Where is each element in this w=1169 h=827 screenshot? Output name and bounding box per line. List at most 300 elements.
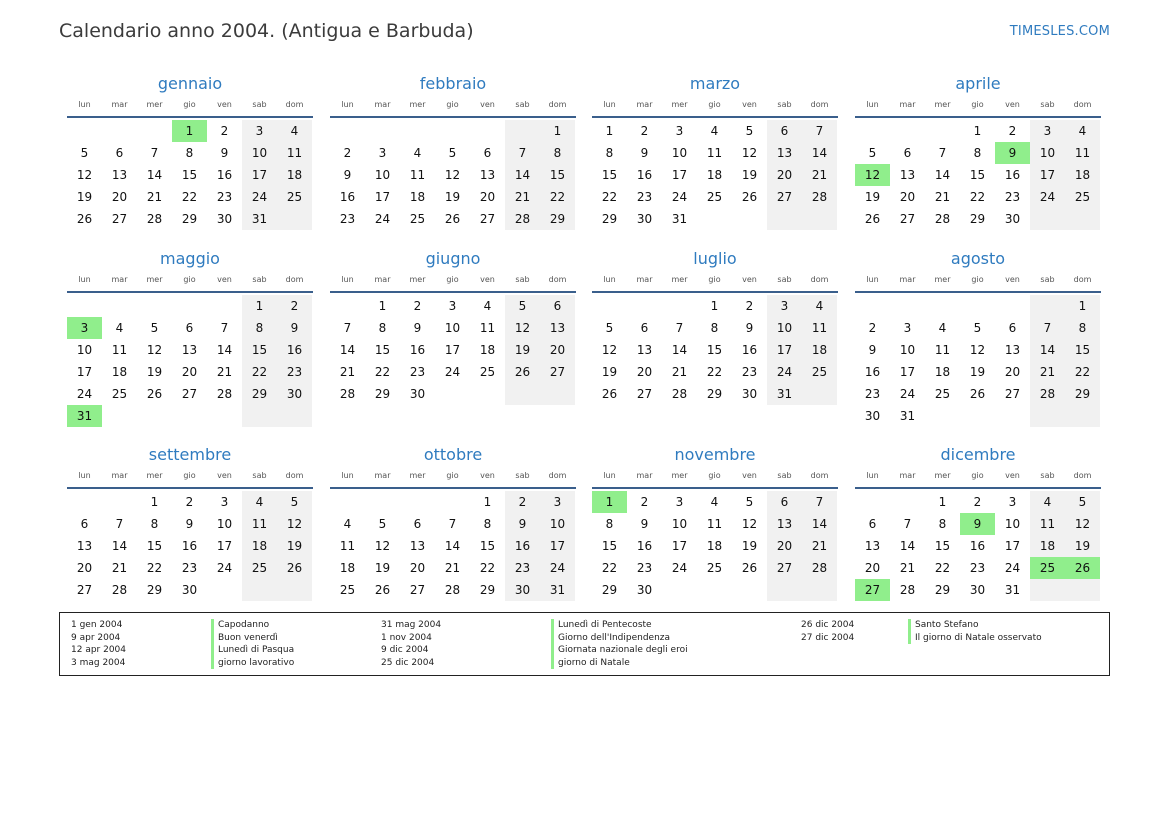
day-cell: 30 <box>216 212 233 226</box>
weekday-label: dom <box>810 100 829 109</box>
day-cell: 22 <box>601 561 618 575</box>
day-cell: 22 <box>1065 361 1100 383</box>
day-cell: 25 <box>1065 186 1100 208</box>
day-cell: 19 <box>741 539 758 553</box>
day-cell: 27 <box>111 212 128 226</box>
weekday-label: dom <box>548 471 567 480</box>
day-cell: 5 <box>973 321 982 335</box>
legend-holiday-name: Capodanno <box>218 620 270 630</box>
legend-holiday-name: Buon venerdì <box>218 632 278 643</box>
day-cell: 24 <box>1004 561 1021 575</box>
day-cell: 27 <box>767 557 802 579</box>
day-cell: 1 <box>378 299 387 313</box>
day-cell: 18 <box>111 365 128 379</box>
day-cell: 16 <box>216 168 233 182</box>
weekday-label: ven <box>742 275 757 284</box>
day-cell: 1 <box>605 124 614 138</box>
day-cell: 9 <box>868 343 877 357</box>
day-cell: 26 <box>76 212 93 226</box>
day-cell: 15 <box>146 539 163 553</box>
weekday-label: ven <box>217 275 232 284</box>
legend-date: 31 mag 2004 <box>381 620 442 630</box>
day-cell: 4 <box>242 491 277 513</box>
legend-date: 3 mag 2004 <box>71 657 126 668</box>
weekday-label: dom <box>810 471 829 480</box>
day-cell: 12 <box>374 539 391 553</box>
day-cell: 14 <box>802 513 837 535</box>
day-cell: 11 <box>934 343 951 357</box>
day-cell: 29 <box>540 208 575 230</box>
day-cell: 29 <box>181 212 198 226</box>
day-cell: 31 <box>1004 583 1021 597</box>
day-cell: 27 <box>767 186 802 208</box>
day-cell: 13 <box>540 317 575 339</box>
weekday-label: dom <box>1073 275 1092 284</box>
weekday-label: mar <box>899 471 916 480</box>
day-cell: 8 <box>150 517 159 531</box>
day-cell: 17 <box>540 535 575 557</box>
day-cell: 3 <box>1030 120 1065 142</box>
day-cell: 10 <box>1030 142 1065 164</box>
day-cell: 21 <box>216 365 233 379</box>
holiday-day-cell: 25 <box>1030 557 1065 579</box>
day-cell: 21 <box>505 186 540 208</box>
day-cell: 3 <box>767 295 802 317</box>
day-cell: 23 <box>216 190 233 204</box>
holiday-legend <box>59 612 1110 676</box>
day-cell: 27 <box>1004 387 1021 401</box>
weekday-label: ven <box>742 100 757 109</box>
day-cell: 23 <box>636 190 653 204</box>
legend-date: 9 dic 2004 <box>381 645 429 655</box>
day-cell: 25 <box>111 387 128 401</box>
day-cell: 18 <box>1065 164 1100 186</box>
weekday-label: sab <box>777 100 792 109</box>
day-cell: 26 <box>969 387 986 401</box>
day-cell: 1 <box>483 495 492 509</box>
weekday-label: mer <box>671 471 688 480</box>
day-cell: 7 <box>115 517 124 531</box>
holiday-day-cell: 12 <box>855 164 890 186</box>
day-cell: 11 <box>242 513 277 535</box>
day-cell: 6 <box>483 146 492 160</box>
day-cell: 21 <box>146 190 163 204</box>
weekday-label: dom <box>285 275 304 284</box>
weekday-label: gio <box>446 100 459 109</box>
day-cell: 13 <box>1004 343 1021 357</box>
day-cell: 10 <box>216 517 233 531</box>
holiday-day-cell: 26 <box>1065 557 1100 579</box>
day-cell: 29 <box>374 387 391 401</box>
weekday-label: lun <box>341 275 354 284</box>
weekday-label: lun <box>78 100 91 109</box>
day-cell: 17 <box>671 539 688 553</box>
day-cell: 23 <box>505 557 540 579</box>
day-cell: 21 <box>899 561 916 575</box>
day-cell: 25 <box>706 190 723 204</box>
day-cell: 16 <box>505 535 540 557</box>
day-cell: 19 <box>76 190 93 204</box>
month-name: ottobre <box>423 445 483 464</box>
day-cell: 30 <box>277 383 312 405</box>
weekday-label: mer <box>146 275 163 284</box>
legend-names-2 <box>551 619 688 669</box>
day-cell: 18 <box>934 365 951 379</box>
day-cell: 17 <box>216 539 233 553</box>
weekday-label: gio <box>446 275 459 284</box>
day-cell: 29 <box>969 212 986 226</box>
month-name: giugno <box>425 249 481 268</box>
day-cell: 24 <box>374 212 391 226</box>
day-cell: 26 <box>505 361 540 383</box>
header-rule <box>592 116 838 118</box>
weekday-label: mer <box>934 471 951 480</box>
day-cell: 6 <box>540 295 575 317</box>
day-cell: 11 <box>706 146 723 160</box>
day-cell: 21 <box>1030 361 1065 383</box>
weekday-label: gio <box>183 275 196 284</box>
day-cell: 26 <box>741 190 758 204</box>
day-cell: 12 <box>969 343 986 357</box>
weekday-label: ven <box>1005 275 1020 284</box>
month-name: febbraio <box>419 74 487 93</box>
day-cell: 6 <box>767 120 802 142</box>
day-cell: 17 <box>1004 539 1021 553</box>
day-cell: 16 <box>339 190 356 204</box>
day-cell: 3 <box>1008 495 1017 509</box>
day-cell: 4 <box>710 124 719 138</box>
day-cell: 15 <box>242 339 277 361</box>
day-cell: 19 <box>146 365 163 379</box>
day-cell: 14 <box>505 164 540 186</box>
day-cell: 16 <box>277 339 312 361</box>
header-rule <box>855 291 1101 293</box>
weekday-label: ven <box>1005 471 1020 480</box>
day-cell: 24 <box>767 361 802 383</box>
legend-date: 27 dic 2004 <box>801 632 855 643</box>
weekday-label: mar <box>374 471 391 480</box>
day-cell: 16 <box>181 539 198 553</box>
day-cell: 19 <box>374 561 391 575</box>
legend-dates-3 <box>801 619 854 644</box>
day-cell: 4 <box>483 299 492 313</box>
day-cell: 22 <box>146 561 163 575</box>
day-cell: 12 <box>601 343 618 357</box>
day-cell: 27 <box>636 387 653 401</box>
empty-weekend-cell <box>277 579 312 601</box>
day-cell: 20 <box>111 190 128 204</box>
day-cell: 30 <box>969 583 986 597</box>
weekday-label: dom <box>810 275 829 284</box>
day-cell: 1 <box>150 495 159 509</box>
day-cell: 6 <box>903 146 912 160</box>
day-cell: 5 <box>378 517 387 531</box>
day-cell: 16 <box>741 343 758 357</box>
day-cell: 25 <box>479 365 496 379</box>
empty-weekend-cell <box>242 405 277 427</box>
day-cell: 27 <box>479 212 496 226</box>
day-cell: 29 <box>934 583 951 597</box>
day-cell: 7 <box>505 142 540 164</box>
day-cell: 19 <box>1065 535 1100 557</box>
day-cell: 7 <box>802 491 837 513</box>
day-cell: 6 <box>413 517 422 531</box>
day-cell: 17 <box>899 365 916 379</box>
day-cell: 2 <box>185 495 194 509</box>
day-cell: 21 <box>934 190 951 204</box>
legend-holiday-name: Santo Stefano <box>915 620 979 630</box>
day-cell: 19 <box>277 535 312 557</box>
day-cell: 7 <box>938 146 947 160</box>
day-cell: 14 <box>671 343 688 357</box>
header-rule <box>67 116 313 118</box>
day-cell: 1 <box>938 495 947 509</box>
empty-weekend-cell <box>802 208 837 230</box>
weekday-label: mer <box>146 100 163 109</box>
day-cell: 17 <box>671 168 688 182</box>
day-cell: 24 <box>216 561 233 575</box>
day-cell: 30 <box>181 583 198 597</box>
day-cell: 24 <box>444 365 461 379</box>
day-cell: 24 <box>1030 186 1065 208</box>
day-cell: 23 <box>277 361 312 383</box>
day-cell: 23 <box>741 365 758 379</box>
day-cell: 22 <box>934 561 951 575</box>
day-cell: 22 <box>374 365 391 379</box>
holiday-day-cell: 1 <box>172 120 207 142</box>
day-cell: 31 <box>671 212 688 226</box>
day-cell: 9 <box>413 321 422 335</box>
weekday-label: ven <box>1005 100 1020 109</box>
day-cell: 5 <box>745 124 754 138</box>
day-cell: 15 <box>969 168 986 182</box>
day-cell: 18 <box>277 164 312 186</box>
site-link[interactable]: TIMESLES.COM <box>1009 24 1110 39</box>
day-cell: 26 <box>601 387 618 401</box>
weekday-label: mar <box>636 471 653 480</box>
day-cell: 28 <box>505 208 540 230</box>
day-cell: 2 <box>343 146 352 160</box>
day-cell: 18 <box>1030 535 1065 557</box>
day-cell: 7 <box>1030 317 1065 339</box>
day-cell: 31 <box>767 383 802 405</box>
day-cell: 20 <box>540 339 575 361</box>
day-cell: 13 <box>767 142 802 164</box>
day-cell: 21 <box>802 535 837 557</box>
day-cell: 11 <box>479 321 496 335</box>
day-cell: 15 <box>706 343 723 357</box>
header-rule <box>67 291 313 293</box>
day-cell: 5 <box>605 321 614 335</box>
day-cell: 28 <box>899 583 916 597</box>
day-cell: 25 <box>706 561 723 575</box>
day-cell: 3 <box>903 321 912 335</box>
weekday-label: mer <box>409 275 426 284</box>
day-cell: 29 <box>1065 383 1100 405</box>
day-cell: 23 <box>409 365 426 379</box>
legend-names-3 <box>908 619 1042 644</box>
weekday-label: lun <box>78 275 91 284</box>
legend-holiday-name: Il giorno di Natale osservato <box>915 632 1042 643</box>
header-rule <box>330 116 576 118</box>
day-cell: 6 <box>115 146 124 160</box>
day-cell: 17 <box>444 343 461 357</box>
day-cell: 6 <box>185 321 194 335</box>
day-cell: 2 <box>640 495 649 509</box>
month-name: maggio <box>160 249 220 268</box>
day-cell: 25 <box>242 557 277 579</box>
day-cell: 5 <box>745 495 754 509</box>
day-cell: 28 <box>339 387 356 401</box>
weekday-label: dom <box>548 100 567 109</box>
header-rule <box>67 487 313 489</box>
day-cell: 31 <box>899 409 916 423</box>
empty-weekend-cell <box>767 208 802 230</box>
holiday-day-cell: 27 <box>855 579 890 601</box>
day-cell: 1 <box>710 299 719 313</box>
day-cell: 21 <box>339 365 356 379</box>
month-name: settembre <box>148 445 232 464</box>
day-cell: 14 <box>1030 339 1065 361</box>
weekday-label: sab <box>777 275 792 284</box>
day-cell: 8 <box>710 321 719 335</box>
day-cell: 14 <box>111 539 128 553</box>
day-cell: 11 <box>339 539 356 553</box>
legend-holiday-name: Lunedì di Pentecoste <box>558 620 652 630</box>
day-cell: 20 <box>409 561 426 575</box>
day-cell: 7 <box>220 321 229 335</box>
day-cell: 2 <box>505 491 540 513</box>
weekday-label: lun <box>866 275 879 284</box>
day-cell: 16 <box>636 168 653 182</box>
legend-date: 1 gen 2004 <box>71 620 123 630</box>
day-cell: 2 <box>868 321 877 335</box>
day-cell: 15 <box>934 539 951 553</box>
day-cell: 24 <box>899 387 916 401</box>
weekday-label: mer <box>671 275 688 284</box>
weekday-label: mar <box>111 471 128 480</box>
weekday-label: dom <box>548 275 567 284</box>
empty-weekend-cell <box>802 579 837 601</box>
weekday-label: gio <box>971 471 984 480</box>
legend-dates-1 <box>71 619 126 669</box>
weekday-label: lun <box>78 471 91 480</box>
header-rule <box>330 291 576 293</box>
day-cell: 3 <box>540 491 575 513</box>
day-cell: 20 <box>767 164 802 186</box>
day-cell: 13 <box>636 343 653 357</box>
day-cell: 10 <box>444 321 461 335</box>
day-cell: 15 <box>479 539 496 553</box>
weekday-label: gio <box>971 275 984 284</box>
day-cell: 26 <box>146 387 163 401</box>
day-cell: 2 <box>277 295 312 317</box>
weekday-label: mer <box>409 100 426 109</box>
day-cell: 6 <box>767 491 802 513</box>
day-cell: 12 <box>76 168 93 182</box>
day-cell: 13 <box>181 343 198 357</box>
weekday-label: sab <box>777 471 792 480</box>
day-cell: 9 <box>505 513 540 535</box>
day-cell: 31 <box>540 579 575 601</box>
day-cell: 1 <box>242 295 277 317</box>
day-cell: 25 <box>409 212 426 226</box>
day-cell: 11 <box>706 517 723 531</box>
day-cell: 10 <box>767 317 802 339</box>
day-cell: 28 <box>802 186 837 208</box>
day-cell: 18 <box>706 168 723 182</box>
month-name: aprile <box>955 74 1001 93</box>
day-cell: 9 <box>185 517 194 531</box>
day-cell: 11 <box>409 168 426 182</box>
header-rule <box>330 487 576 489</box>
day-cell: 6 <box>1008 321 1017 335</box>
empty-weekend-cell <box>242 579 277 601</box>
holiday-day-cell: 9 <box>960 513 995 535</box>
day-cell: 28 <box>111 583 128 597</box>
day-cell: 26 <box>741 561 758 575</box>
day-cell: 3 <box>675 124 684 138</box>
weekday-label: ven <box>742 471 757 480</box>
day-cell: 24 <box>242 186 277 208</box>
weekday-label: mer <box>409 471 426 480</box>
day-cell: 8 <box>540 142 575 164</box>
day-cell: 19 <box>969 365 986 379</box>
day-cell: 22 <box>969 190 986 204</box>
day-cell: 12 <box>741 517 758 531</box>
day-cell: 1 <box>540 120 575 142</box>
month-name: novembre <box>674 445 756 464</box>
weekday-label: lun <box>866 471 879 480</box>
weekday-label: lun <box>603 471 616 480</box>
header-rule <box>855 487 1101 489</box>
day-cell: 20 <box>864 561 881 575</box>
day-cell: 18 <box>409 190 426 204</box>
header-rule <box>592 291 838 293</box>
day-cell: 9 <box>745 321 754 335</box>
day-cell: 28 <box>671 387 688 401</box>
day-cell: 13 <box>479 168 496 182</box>
day-cell: 17 <box>242 164 277 186</box>
day-cell: 27 <box>181 387 198 401</box>
legend-date: 9 apr 2004 <box>71 632 121 643</box>
day-cell: 23 <box>181 561 198 575</box>
day-cell: 30 <box>636 583 653 597</box>
weekday-label: mar <box>374 275 391 284</box>
weekday-label: gio <box>446 471 459 480</box>
weekday-label: sab <box>515 275 530 284</box>
day-cell: 14 <box>899 539 916 553</box>
empty-weekend-cell <box>505 120 540 142</box>
day-cell: 2 <box>973 495 982 509</box>
day-cell: 25 <box>802 361 837 383</box>
day-cell: 28 <box>146 212 163 226</box>
day-cell: 14 <box>146 168 163 182</box>
weekday-label: mer <box>934 100 951 109</box>
empty-weekend-cell <box>540 383 575 405</box>
day-cell: 5 <box>505 295 540 317</box>
day-cell: 15 <box>601 168 618 182</box>
day-cell: 3 <box>675 495 684 509</box>
day-cell: 5 <box>868 146 877 160</box>
weekday-label: gio <box>971 100 984 109</box>
day-cell: 30 <box>505 579 540 601</box>
day-cell: 24 <box>540 557 575 579</box>
day-cell: 27 <box>899 212 916 226</box>
month-name: gennaio <box>157 74 223 93</box>
header-rule <box>592 487 838 489</box>
day-cell: 6 <box>640 321 649 335</box>
